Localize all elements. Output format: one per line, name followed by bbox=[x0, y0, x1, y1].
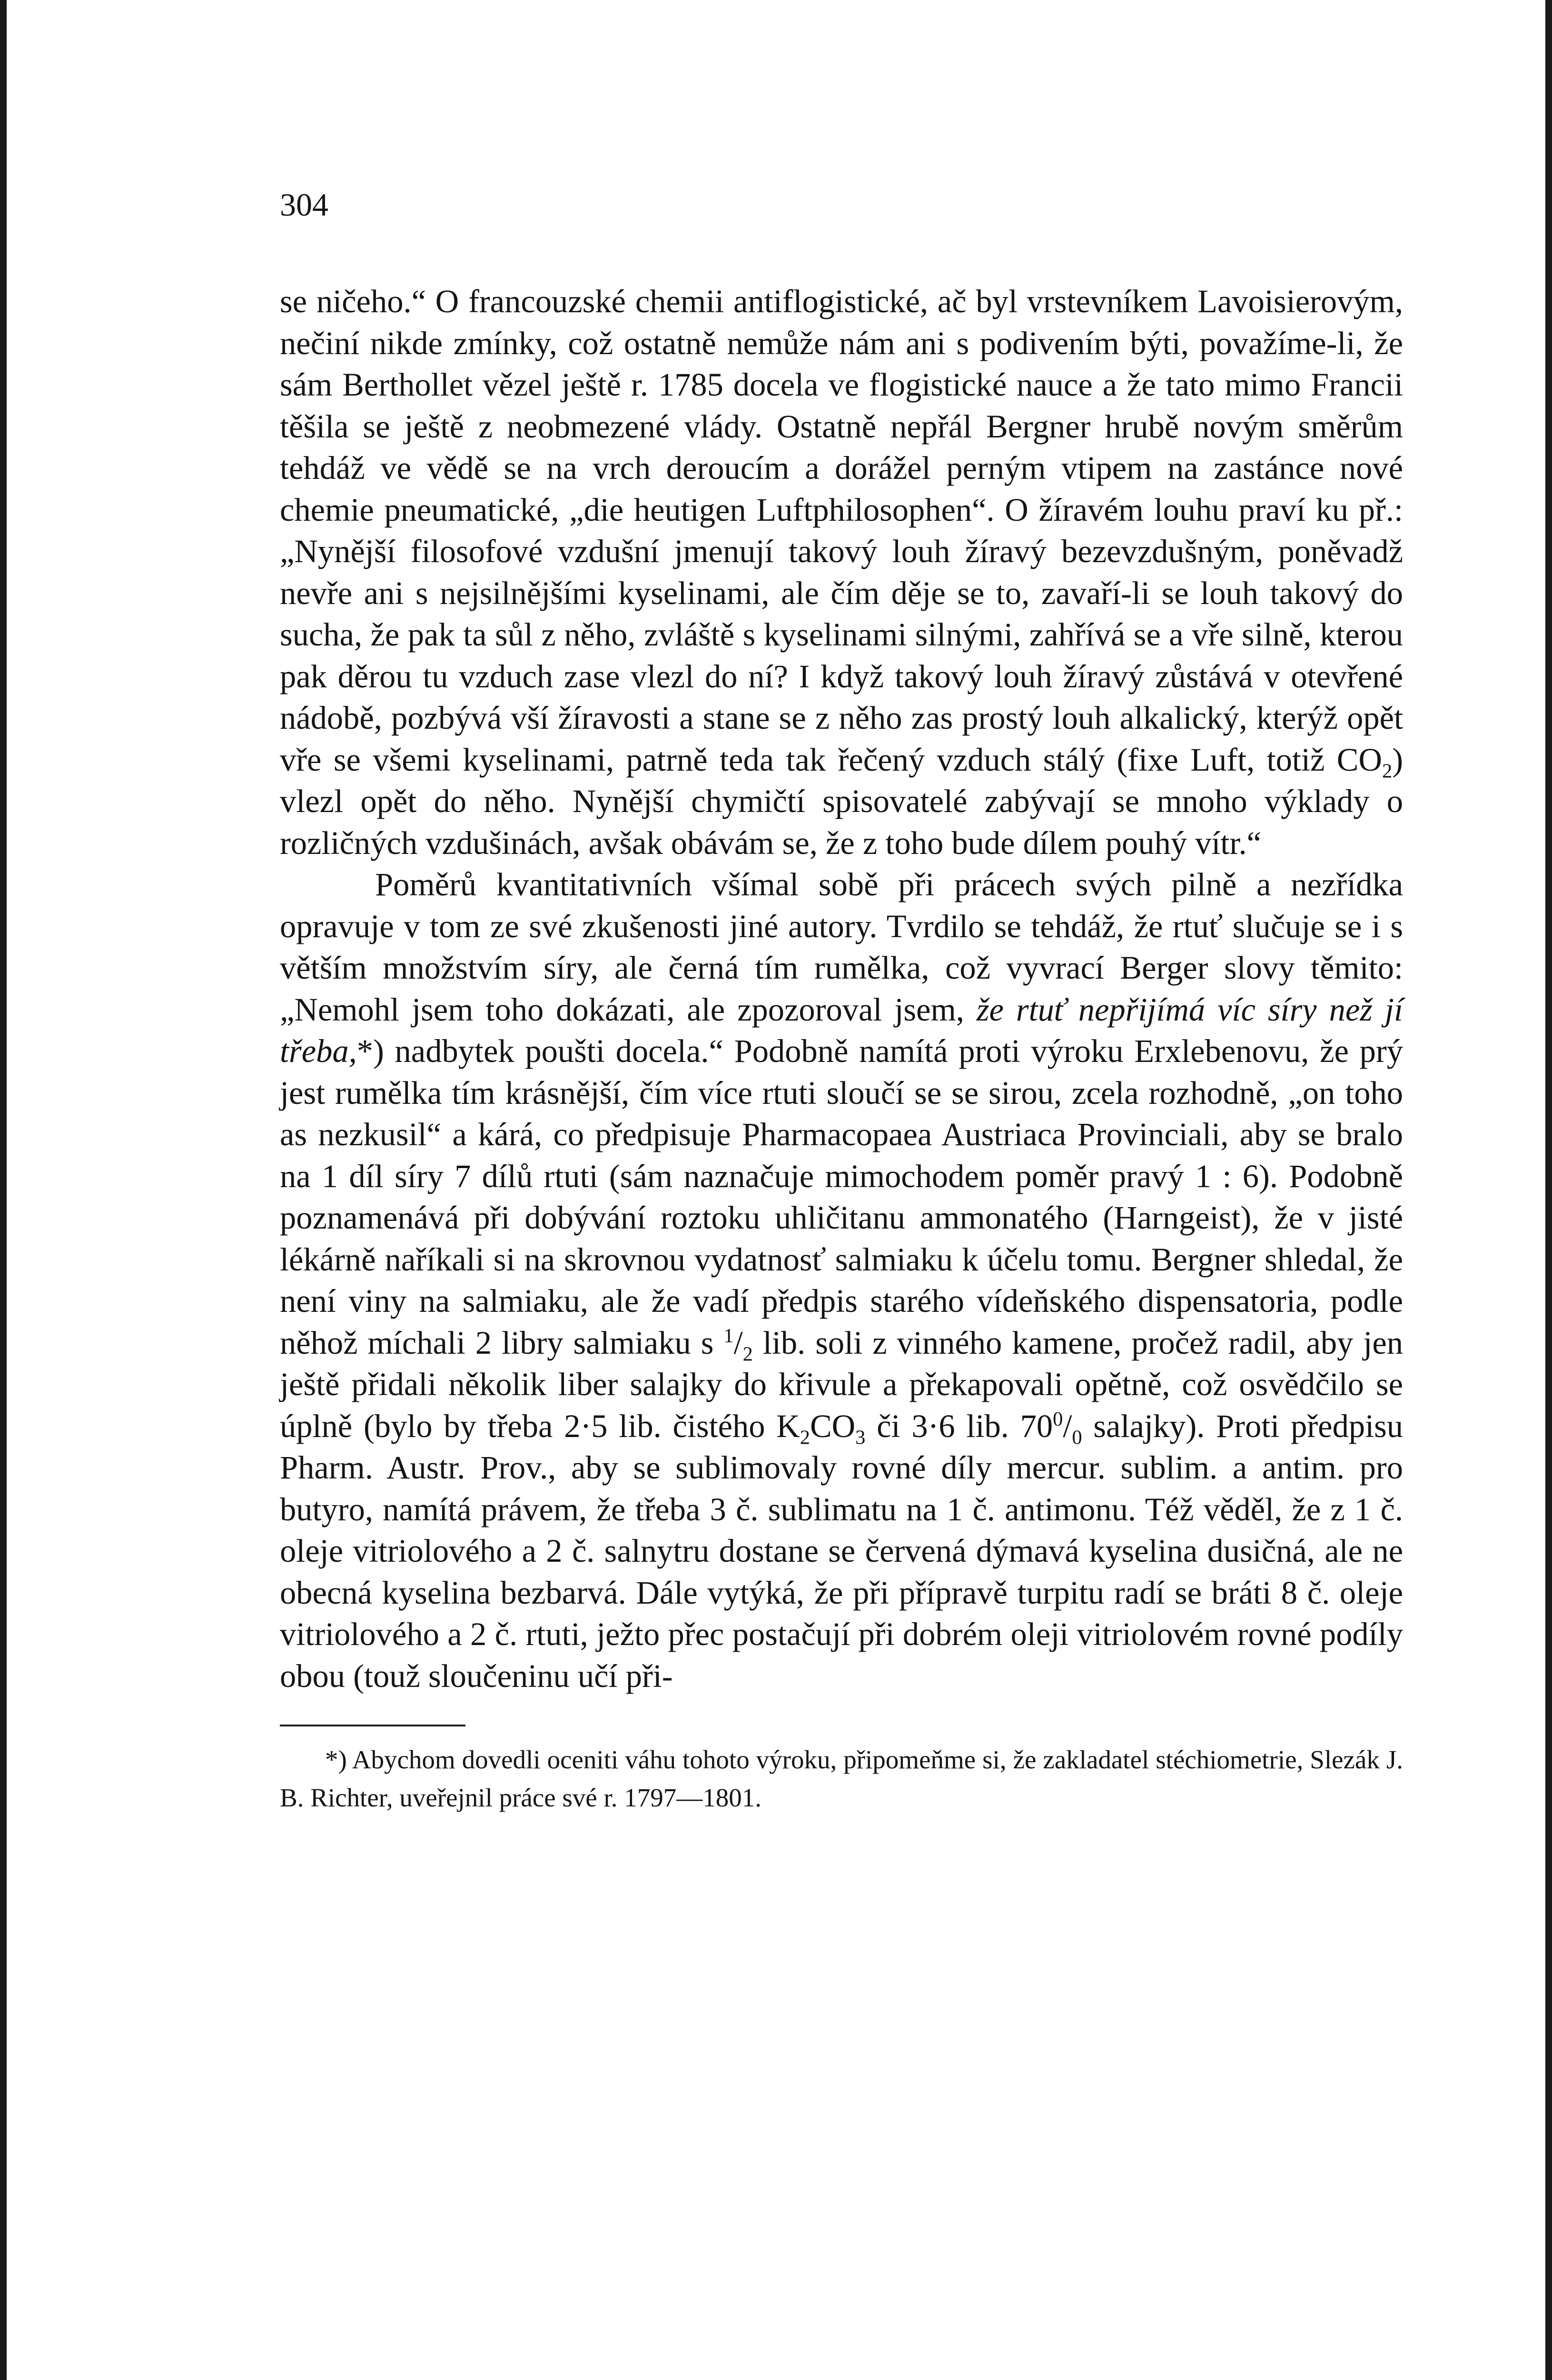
fraction-denominator: 2 bbox=[742, 1343, 753, 1366]
percent-slash: / bbox=[1063, 1408, 1072, 1444]
paragraph-2 bbox=[280, 864, 1403, 1697]
paragraph-2-text-c: lib. soli z vinného kamene, pročež radil, aby jen ještě přidali několik liber salajky do křivule a překapovali opětně, což osvědčilo se úplně (bylo by třeba 2·5 lib. čistého K bbox=[280, 1324, 1403, 1444]
paragraph-2-text-d: či 3·6 lib. 70 bbox=[865, 1408, 1053, 1444]
paragraph-1-text: se ničeho.“ O francouzské chemii antiflogistické, ač byl vrstevníkem Lavoisierovým, nečiní nikde zmínky, což ostatně nemůže nám ani s podivením býti, považíme-li, že sám Berthollet vězel ještě r. 1785 docela ve flogistické nauce a že tato mimo Francii těšila se ještě z neobmezené vlády. Ostatně nepřál Bergner hrubě novým směrům tehdáž ve vědě se na vrch deroucím a dorážel perným vtipem na zastánce nové chemie pneumatické, „die heutigen Luftphilosophen“. O žíravém louhu praví ku př.: „Nynější filosofové vzdušní jmenují takový louh žíravý bezevzdušným, poněvadž nevře ani s nejsilnějšími kyselinami, ale čím děje se to, zavaří-li se louh takový do sucha, že pak ta sůl z něho, zvláště s kyselinami silnými, zahřívá se a vře silně, kterou pak děrou tu vzduch zase vlezl do ní? I když takový louh žíravý zůstává v otevřené nádobě, pozbývá vší žíravosti a stane se z něho zas prostý louh alkalický, kterýž opět vře se všemi kyselinami, patrně teda tak řečený vzduch stálý (fixe Luft, totiž CO bbox=[280, 283, 1403, 778]
paragraph-2-text: Poměrů kvantitativních všímal sobě při prácech svých pilně a nezřídka opravuje v tom ze své zkušenosti jiné autory. Tvrdilo se tehdáž, že rtuť slučuje se i s větším množstvím síry, ale černá tím rumělka, což vyvrací Berger slovy těmito: „Nemohl jsem toho dokázati, ale zpozoroval jsem, bbox=[280, 866, 1403, 1028]
co2-subscript: 2 bbox=[1382, 760, 1393, 783]
emphasized-quote: že rtuť nepřijímá víc síry než jí třeba, bbox=[280, 991, 1403, 1069]
page-content bbox=[280, 186, 1403, 1817]
percent-top: 0 bbox=[1053, 1408, 1063, 1430]
paragraph-1 bbox=[280, 281, 1403, 864]
paragraph-1-text-end: ) vlezl opět do něho. Nynější chymičtí spisovatelé zabývají se mnoho výklady o rozličných vzdušinách, avšak obávám se, že z toho bude dílem pouhý vítr.“ bbox=[280, 741, 1403, 861]
paragraph-2-text-e: salajky). Proti předpisu Pharm. Austr. Prov., aby se sublimovaly rovné díly mercur. sublim. a antim. pro butyro, namítá právem, že třeba 3 č. sublimatu na 1 č. antimonu. Též věděl, že z 1 č. oleje vitriolového a 2 č. salnytru dostane se červená dýmavá kyselina dusičná, ale ne obecná kyselina bezbarvá. Dále vytýká, že při přípravě turpitu radí se bráti 8 č. oleje vitriolového a 2 č. rtuti, ježto přec postačují při dobrém oleji vitriolovém rovné podíly obou (touž sloučeninu učí při- bbox=[280, 1408, 1404, 1694]
percent-bottom: 0 bbox=[1072, 1426, 1082, 1449]
fraction-slash: / bbox=[733, 1324, 743, 1361]
co3-subscript: 3 bbox=[855, 1426, 866, 1449]
page-number: 304 bbox=[280, 187, 328, 223]
footnote-divider bbox=[280, 1725, 465, 1726]
paragraph-2-formula-co: CO bbox=[810, 1408, 856, 1444]
paragraph-2-text-b: *) nadbytek poušti docela.“ Podobně namítá proti výroku Erxlebenovu, že prý jest rumělka tím krásnější, čím více rtuti sloučí se se sirou, zcela rozhodně, „on toho as nezkusil“ a kárá, co předpisuje Pharmacopaea Austriaca Provinciali, aby se bralo na 1 díl síry 7 dílů rtuti (sám naznačuje mimochodem poměr pravý 1 : 6). Podobně poznamenává při dobývání roztoku uhličitanu ammonatého (Harngeist), že v jisté lékárně naříkali si na skrovnou vydatnosť salmiaku k účelu tomu. Bergner shledal, že není viny na salmiaku, ale že vadí předpis starého vídeňského dispensatoria, podle něhož míchali 2 libry salmiaku s bbox=[280, 1033, 1403, 1361]
k2-subscript: 2 bbox=[800, 1426, 810, 1449]
fraction-numerator: 1 bbox=[723, 1324, 734, 1347]
footnote: *) Abychom dovedli oceniti váhu tohoto výroku, připomeňme si, že zakladatel stéchiometrie, Slezák J. B. Richter, uveřejnil práce své r. 1797—1801. bbox=[280, 1745, 1403, 1812]
